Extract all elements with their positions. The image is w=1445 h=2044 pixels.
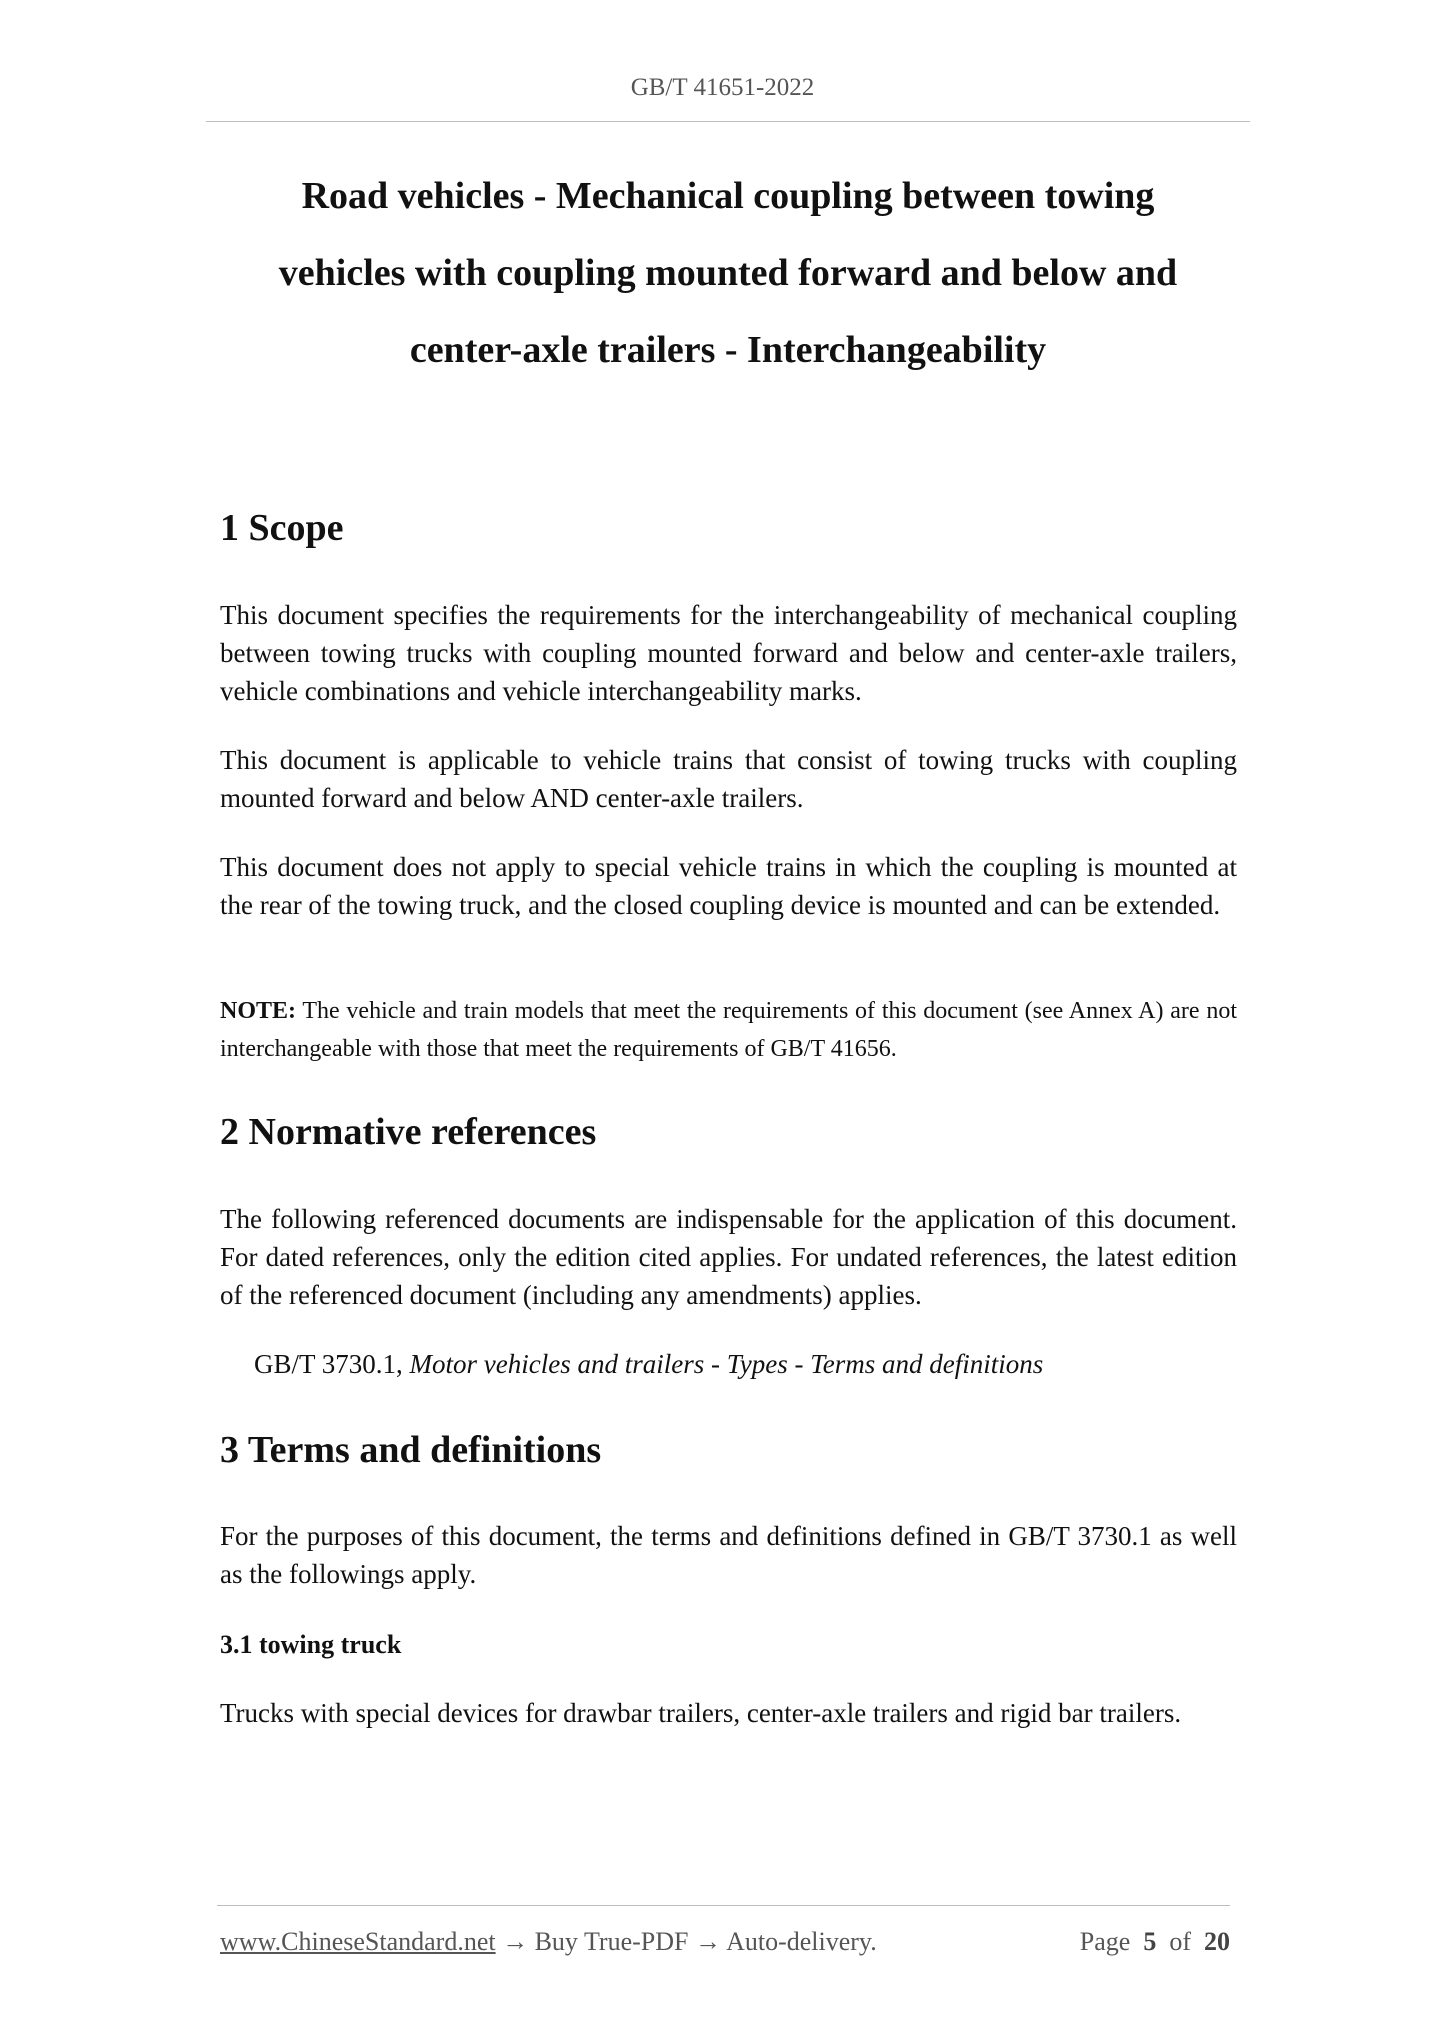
reference-code: GB/T 3730.1,	[254, 1349, 410, 1379]
section-heading-scope: 1 Scope	[220, 507, 344, 549]
section-heading-normative: 2 Normative references	[220, 1111, 597, 1153]
scope-paragraph-3: This document does not apply to special vehicle trains in which the coupling is mounted at the rear of the towing truck, and the closed coupling device is mounted and can be extended.	[220, 852, 1237, 920]
scope-paragraph-1-wrap	[220, 596, 1237, 710]
term-definition-wrap	[220, 1694, 1250, 1732]
section-normative	[220, 1109, 1237, 1155]
term-heading-towing-truck: 3.1 towing truck	[220, 1630, 402, 1659]
title-line-1: Road vehicles - Mechanical coupling between towing	[301, 175, 1155, 217]
scope-paragraph-1: This document specifies the requirements for the interchangeability of mechanical coupling between towing trucks with coupling mounted forward and below and center-axle trailers, vehicle combinations and vehicle interchangeability marks.	[220, 600, 1237, 706]
term-heading-wrap	[220, 1626, 1237, 1664]
arrow-icon: →	[495, 1927, 535, 1956]
scope-paragraph-3-wrap	[220, 848, 1237, 924]
terms-paragraph-wrap	[220, 1517, 1237, 1593]
term-definition-towing-truck: Trucks with special devices for drawbar trailers, center-axle trailers and rigid bar trailers.	[220, 1698, 1182, 1728]
of-label: of	[1169, 1927, 1191, 1956]
note-label: NOTE:	[220, 998, 297, 1024]
reference-title: Motor vehicles and trailers - Types - Terms and definitions	[409, 1349, 1044, 1379]
note-text: The vehicle and train models that meet the requirements of this document (see Annex A) are not interchangeable with those that meet the requirements of GB/T 41656.	[220, 998, 1237, 1062]
page-total: 20	[1204, 1927, 1230, 1956]
footer-divider	[217, 1905, 1230, 1906]
title-line-2: vehicles with coupling mounted forward and below and	[278, 252, 1178, 294]
section-terms	[220, 1427, 1237, 1473]
normative-paragraph: The following referenced documents are indispensable for the application of this document. For dated references, only the edition cited applies. For undated references, the latest edition of the referenced document (including any amendments) applies.	[220, 1204, 1237, 1310]
arrow-icon: →	[688, 1927, 727, 1956]
scope-note	[220, 992, 1237, 1068]
page-indicator	[1080, 1927, 1230, 1957]
section-scope	[220, 505, 1237, 551]
header-standard-code: GB/T 41651-2022	[630, 74, 815, 101]
footer-website-link[interactable]: www.ChineseStandard.net	[220, 1927, 496, 1956]
page-label: Page	[1079, 1927, 1131, 1956]
terms-paragraph: For the purposes of this document, the terms and definitions defined in GB/T 3730.1 as well as the followings apply.	[220, 1521, 1237, 1589]
scope-paragraph-2-wrap	[220, 741, 1237, 817]
scope-paragraph-2: This document is applicable to vehicle trains that consist of towing trucks with coupling mounted forward and below AND center-axle trailers.	[220, 745, 1237, 813]
title-line-3: center-axle trailers - Interchangeability	[409, 329, 1047, 371]
normative-reference-wrap	[220, 1345, 1237, 1383]
footer-buy-text: Buy True-PDF	[534, 1927, 689, 1956]
footer	[220, 1927, 1230, 1957]
section-heading-terms: 3 Terms and definitions	[220, 1429, 602, 1471]
header-divider	[206, 121, 1250, 122]
normative-reference	[220, 1345, 1237, 1383]
footer-delivery-text: Auto-delivery.	[726, 1927, 877, 1956]
document-title	[206, 158, 1250, 389]
scope-note-wrap	[220, 992, 1237, 1068]
normative-paragraph-wrap	[220, 1200, 1237, 1314]
page-current: 5	[1143, 1927, 1157, 1956]
